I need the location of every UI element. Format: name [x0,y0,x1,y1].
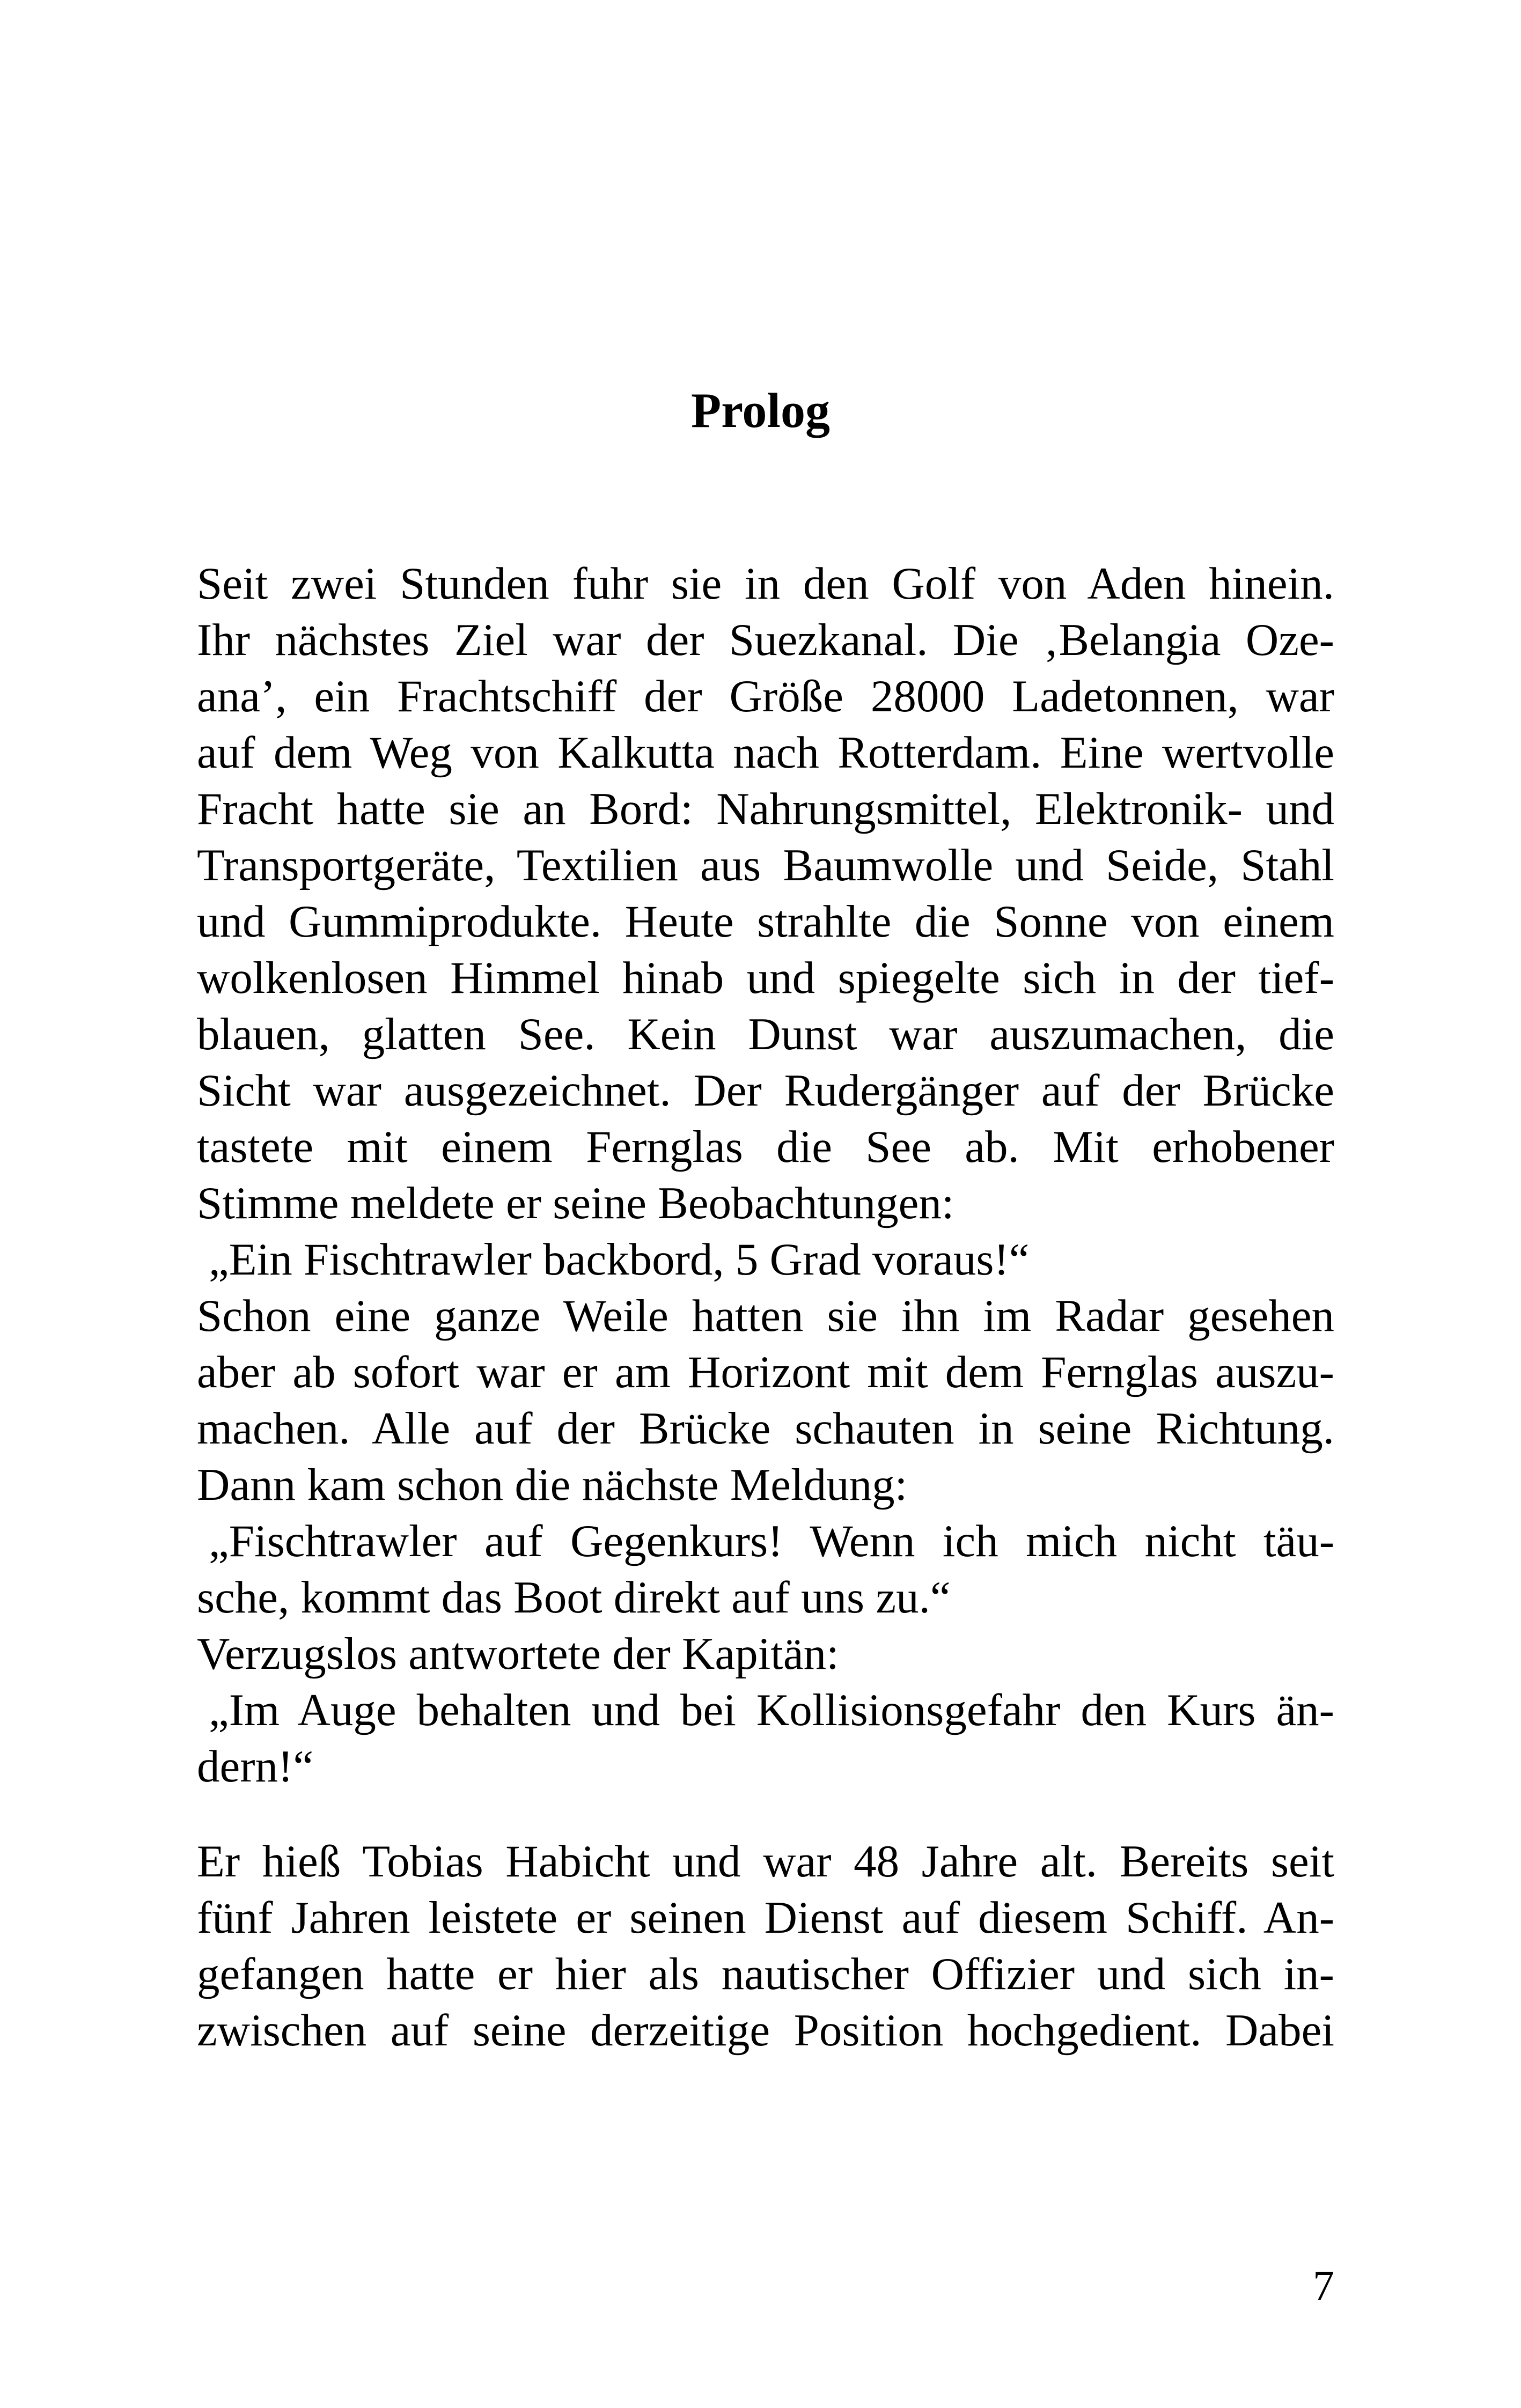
chapter-title: Prolog [691,383,830,438]
dialogue-line: „Im Auge behalten und bei Kollisionsgefahr den Kurs än- [209,1685,1334,1735]
text-line: Schon eine ganze Weile hatten sie ihn im Radar gesehen [197,1291,1334,1341]
text-line: Verzugslos antwortete der Kapitän: [197,1629,839,1679]
text-line: Ihr nächstes Ziel war der Suezkanal. Die ‚Belangia Oze- [197,615,1334,665]
text-line: fünf Jahren leistete er seinen Dienst auf diesem Schiff. An- [197,1892,1334,1943]
dialogue-line: sche, kommt das Boot direkt auf uns zu.“ [197,1572,951,1623]
text-line: auf dem Weg von Kalkutta nach Rotterdam. Eine wertvolle [197,727,1334,778]
text-line: machen. Alle auf der Brücke schauten in seine Richtung. [197,1403,1334,1454]
dialogue-line: dern!“ [197,1741,314,1792]
text-line: Er hieß Tobias Habicht und war 48 Jahre alt. Bereits seit [197,1836,1334,1887]
text-line: aber ab sofort war er am Horizont mit dem Fernglas auszu- [197,1347,1334,1397]
paragraph-2 [197,1833,1334,2059]
text-line: wolkenlosen Himmel hinab und spiegelte sich in der tief- [197,953,1334,1003]
dialogue-line: „Fischtrawler auf Gegenkurs! Wenn ich mich nicht täu- [209,1516,1334,1566]
text-line: Fracht hatte sie an Bord: Nahrungsmittel, Elektronik- und [197,784,1334,834]
text-line: ana’, ein Frachtschiff der Größe 28000 Ladetonnen, war [197,671,1334,721]
page-number: 7 [1313,2263,1334,2310]
text-line: Transportgeräte, Textilien aus Baumwolle und Seide, Stahl [197,840,1334,890]
text-line: Sicht war ausgezeichnet. Der Rudergänger auf der Brücke [197,1065,1334,1116]
text-line: und Gummiprodukte. Heute strahlte die Sonne von einem [197,896,1334,947]
text-line: zwischen auf seine derzeitige Position hochgedient. Dabei [197,2005,1334,2056]
text-line: tastete mit einem Fernglas die See ab. Mit erhobener [197,1122,1334,1172]
text-line: Seit zwei Stunden fuhr sie in den Golf von Aden hinein. [197,558,1334,609]
text-line: blauen, glatten See. Kein Dunst war auszumachen, die [197,1009,1334,1059]
dialogue-line: „Ein Fischtrawler backbord, 5 Grad voraus!“ [209,1234,1030,1285]
text-line: Dann kam schon die nächste Meldung: [197,1460,908,1510]
paragraph-1 [197,556,1334,1795]
text-line: gefangen hatte er hier als nautischer Offizier und sich in- [197,1949,1334,1999]
text-line: Stimme meldete er seine Beobachtungen: [197,1178,954,1228]
